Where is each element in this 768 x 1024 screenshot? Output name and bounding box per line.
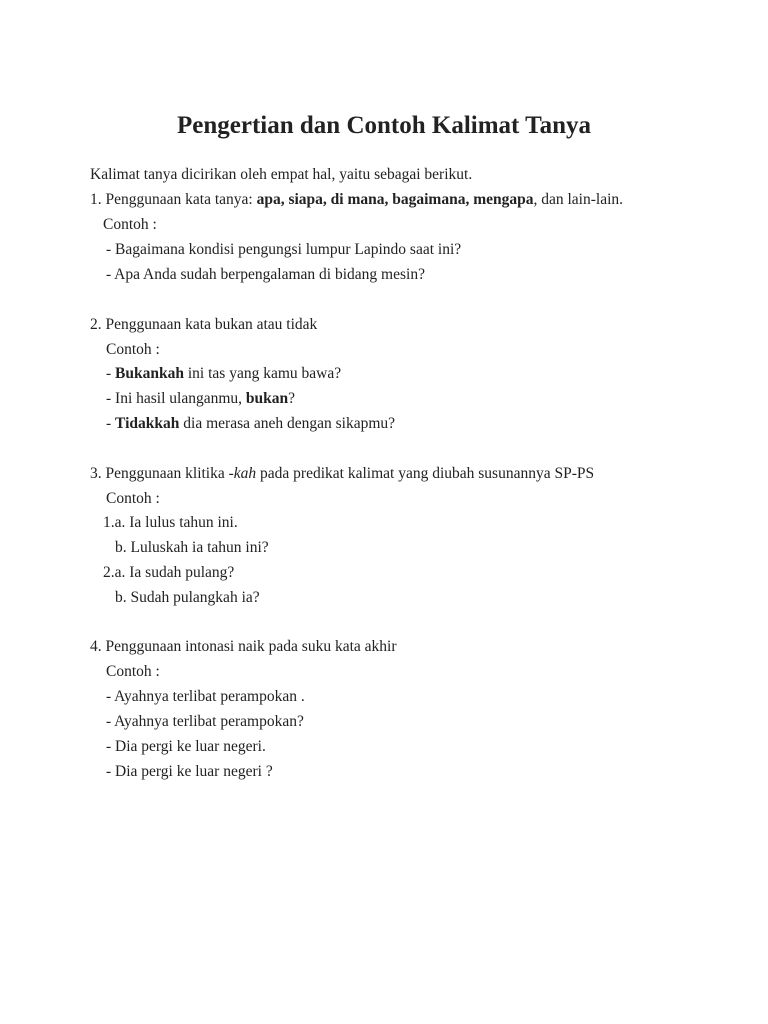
document-title: Pengertian dan Contoh Kalimat Tanya (177, 112, 591, 139)
section-4-example-2: - Ayahnya terlibat perampokan? (106, 713, 304, 730)
section-3-example-1b: b. Luluskah ia tahun ini? (115, 539, 269, 556)
section-3-example-2b: b. Sudah pulangkah ia? (115, 589, 260, 606)
section-2-example-2: - Ini hasil ulanganmu, bukan? (106, 390, 296, 407)
question-words: apa, siapa, di mana, bagaimana, mengapa (256, 191, 534, 208)
section-1-contoh: Contoh : (103, 216, 157, 233)
intro-text: Kalimat tanya dicirikan oleh empat hal, yaitu sebagai berikut. (90, 166, 473, 183)
section-2-example-3: - Tidakkah dia merasa aneh dengan sikapmu? (106, 415, 396, 432)
section-1-example-1: - Bagaimana kondisi pengungsi lumpur Lapindo saat ini? (106, 241, 462, 258)
section-3-example-1a: 1.a. Ia lulus tahun ini. (103, 514, 238, 531)
section-2-example-1: - Bukankah ini tas yang kamu bawa? (106, 365, 342, 382)
section-2-heading: 2. Penggunaan kata bukan atau tidak (90, 316, 318, 333)
section-3-contoh: Contoh : (106, 490, 160, 507)
section-3-heading: 3. Penggunaan klitika -kah pada predikat kalimat yang diubah susunannya SP-PS (90, 465, 595, 482)
section-3-example-2a: 2.a. Ia sudah pulang? (103, 564, 235, 581)
section-1-heading: 1. Penggunaan kata tanya: apa, siapa, di mana, bagaimana, mengapa, dan lain-lain. (90, 191, 624, 208)
section-1-example-2: - Apa Anda sudah berpengalaman di bidang mesin? (106, 266, 425, 283)
section-4-example-3: - Dia pergi ke luar negeri. (106, 738, 266, 755)
section-4-example-1: - Ayahnya terlibat perampokan . (106, 688, 305, 705)
section-4-example-4: - Dia pergi ke luar negeri ? (106, 763, 273, 780)
section-4-heading: 4. Penggunaan intonasi naik pada suku kata akhir (90, 638, 397, 655)
section-4-contoh: Contoh : (106, 663, 160, 680)
section-2-contoh: Contoh : (106, 341, 160, 358)
